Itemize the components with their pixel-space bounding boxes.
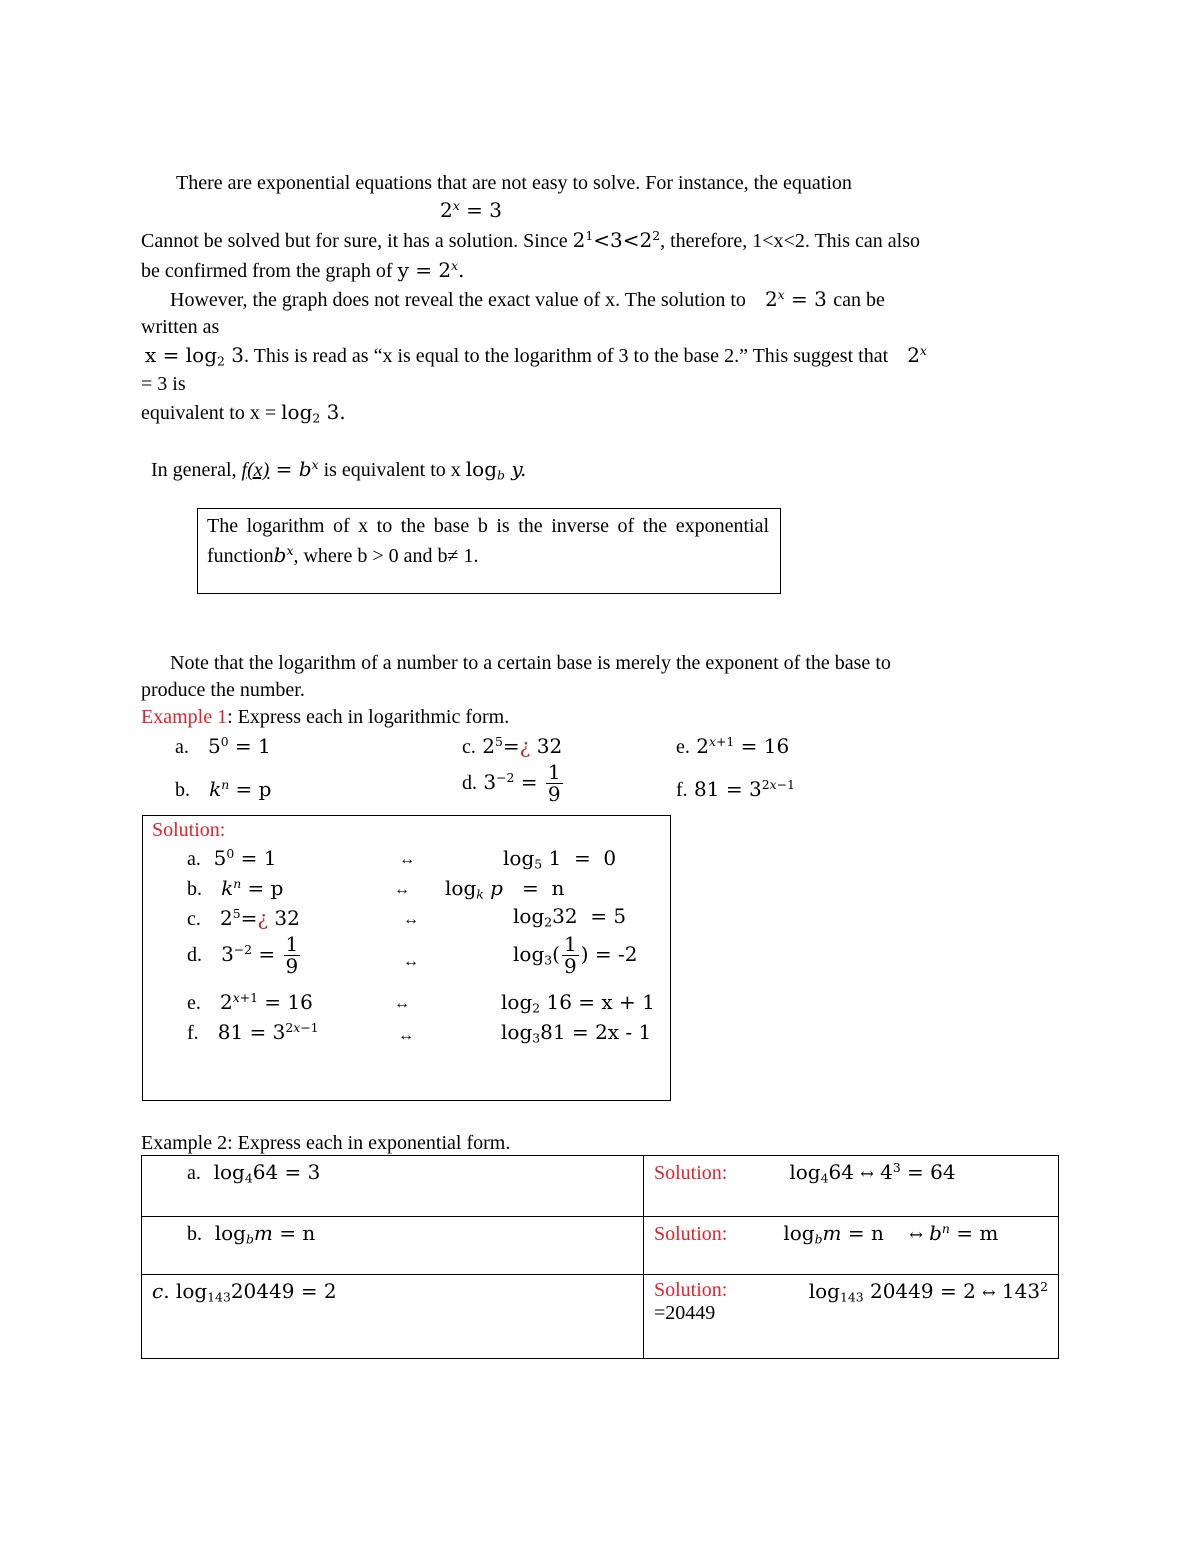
arrow-c: ↔ <box>403 911 419 928</box>
solution-result-c: $\log_232 = 5$ <box>513 904 627 930</box>
arrow-f: ↔ <box>398 1027 414 1044</box>
paragraph-3-line-3: equivalent to $x = \log_2 3$. <box>141 400 346 426</box>
solution-result-f: $\log_381 = 2x - 1$ <box>501 1020 652 1046</box>
table-row <box>142 1275 1059 1359</box>
solution-row-e: e. $2^{x+1} = 16$ <box>187 990 313 1014</box>
solution-result-e: $\log_2 16 = x + 1$ <box>501 990 655 1016</box>
example-2-heading: Example 2: Express each in exponential form. <box>141 1132 511 1154</box>
example-1-item-b: b. $k^n = p$ <box>175 777 272 801</box>
intro-line-4: be confirmed from the graph of $y = 2^x$. <box>141 258 465 282</box>
arrow-a: ↔ <box>399 851 415 868</box>
example-2-answer-c: Solution: $\log_{143} 20449 = 2$ ↔ $143^2$ =20449 <box>644 1275 1059 1359</box>
note-line-1: Note that the logarithm of a number to a certain base is merely the exponent of the base to <box>170 652 891 674</box>
paragraph-3-line-2: = 3 is <box>141 373 186 395</box>
solution-row-b: b. $k^n = p$ <box>187 876 284 900</box>
paragraph-2-line-1: However, the graph does not reveal the exact value of x. The solution to $2^x = 3$ can be <box>170 287 885 311</box>
intro-line-3: Cannot be solved but for sure, it has a solution. Since $2^1<3<2^2$, therefore, 1<x<2. This can also <box>141 228 920 252</box>
example-2-question-c: c. $\log_{143}20449 = 2$ <box>142 1275 644 1359</box>
example-2-question-b: b. $\log_bm = n$ <box>142 1217 644 1275</box>
solution-label: Solution: <box>152 819 226 841</box>
solution-result-d: $\log_3$( $\frac{1}{9}$ ) = -2 <box>513 932 638 978</box>
solution-row-d: d. $3^{-2}$ = $\frac{1}{9}$ <box>187 932 299 978</box>
example-2-answer-b: Solution: $\log_bm = n$ ↔ $b^n = m$ <box>644 1217 1059 1275</box>
equation-2x-eq-3: $2^x = 3$ <box>440 198 502 222</box>
paragraph-3-line-1: $x = \log_2 3$. This is read as “x is equal to the logarithm of 3 to the base 2.” This suggest that 2$^x$ <box>145 343 927 369</box>
example-2-answer-a: Solution: $\log_464$ ↔ $4^3 = 64$ <box>644 1156 1059 1217</box>
general-statement: In general, $f(x) = b^x$ is equivalent to x $\log_b y$. <box>151 457 527 483</box>
example-1-item-d: d. $3^{-2}$ = $\frac{1}{9}$ <box>462 760 561 806</box>
arrow-b: ↔ <box>394 881 410 898</box>
table-row <box>142 1217 1059 1275</box>
arrow-e: ↔ <box>394 995 410 1012</box>
note-line-2: produce the number. <box>141 679 305 701</box>
example-1-item-c: c. $2^5=¿$ 32 <box>462 734 563 758</box>
solution-row-f: f. $81 = 3^{2x-1}$ <box>187 1020 319 1044</box>
definition-text: The logarithm of x to the base b is the inverse of the exponential functionb$^x$, where b > 0 and b≠ 1. <box>207 515 769 567</box>
example-2-question-a: a. $\log_464 = 3$ <box>142 1156 644 1217</box>
solution-result-b: $\log_k p = n$ <box>445 876 565 902</box>
solution-row-c: c. $2^5=¿$ 32 <box>187 906 300 930</box>
table-row <box>142 1156 1059 1217</box>
solution-result-a: $\log_5 1 = 0$ <box>503 846 617 872</box>
arrow-d: ↔ <box>403 953 419 970</box>
example-2-table <box>141 1155 1059 1359</box>
example-1-item-e: e. $2^{x+1} = 16$ <box>676 734 790 758</box>
example-1-item-f: f. $81 = 3^{2x-1}$ <box>676 777 795 801</box>
example-1-item-a: a. $5^0 = 1$ <box>175 734 271 758</box>
example-1-heading: Example 1: Express each in logarithmic form. <box>141 706 510 728</box>
solution-row-a: a. $5^0 = 1$ <box>187 846 277 870</box>
paragraph-2-line-2: written as <box>141 316 220 338</box>
intro-line-1: There are exponential equations that are not easy to solve. For instance, the equation <box>176 172 852 194</box>
